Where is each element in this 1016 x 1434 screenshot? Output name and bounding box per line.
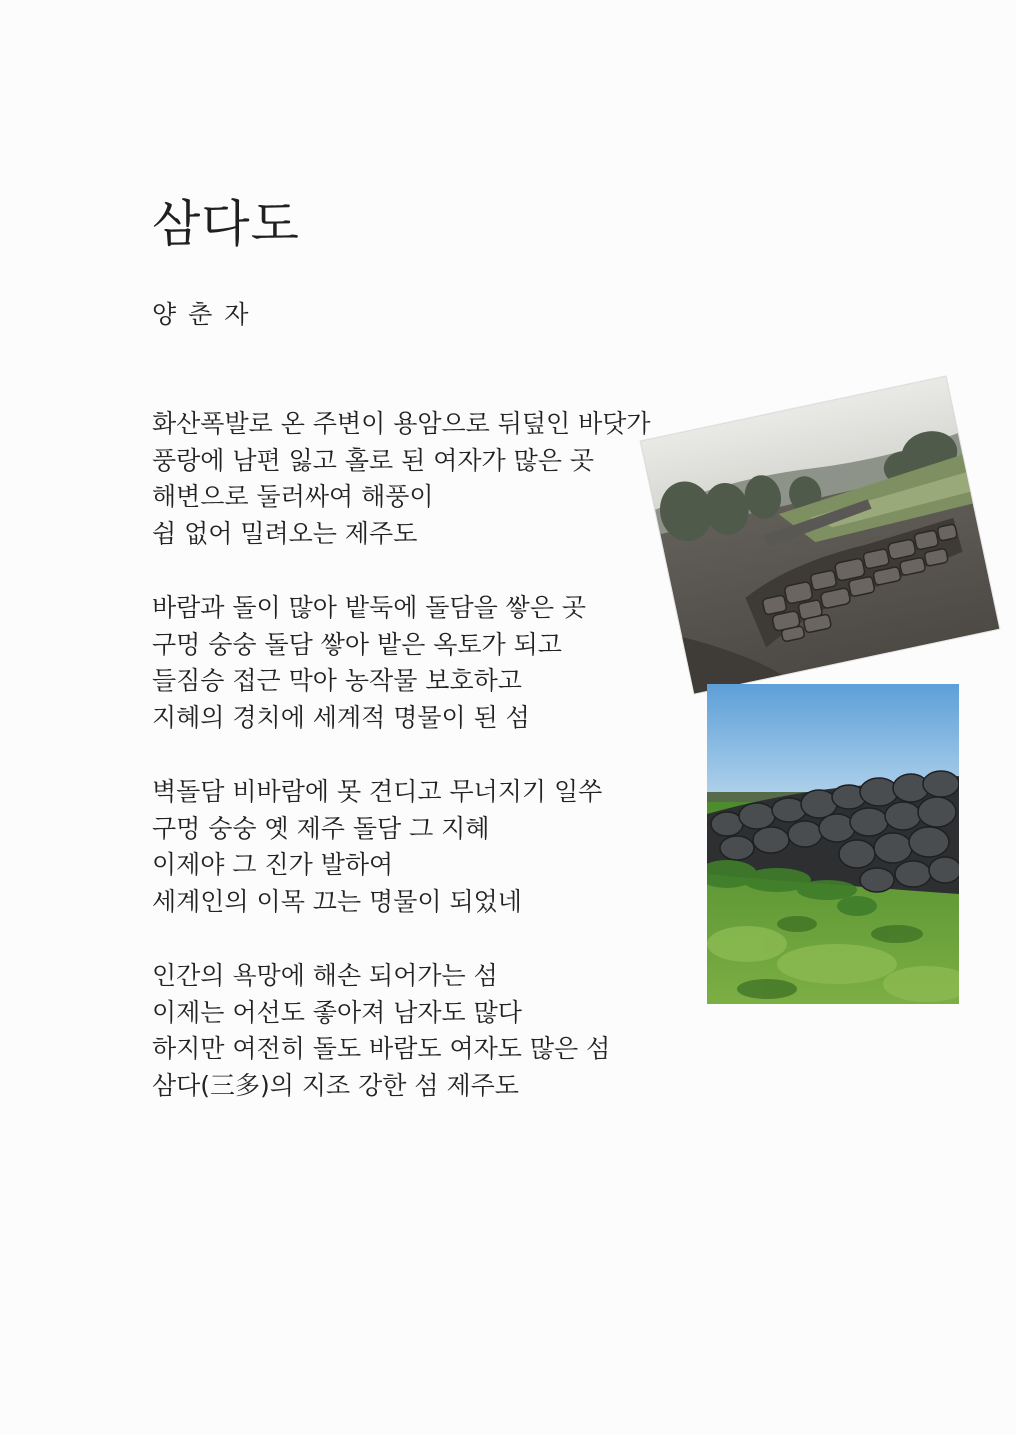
stone-wall-field-photo: [641, 376, 1000, 693]
poem-line: 들짐승 접근 막아 농작물 보호하고: [152, 666, 522, 695]
stanza-4: [152, 958, 692, 1104]
poem-line: 지혜의 경치에 세계적 명물이 된 섬: [152, 702, 530, 732]
stanza-3: [152, 774, 692, 920]
basalt-wall-photo: [707, 684, 959, 1004]
stanza-2: [152, 590, 692, 736]
poem-body: [152, 406, 692, 1142]
stanza-1: [152, 406, 692, 552]
stone-wall-field-image: [641, 376, 1000, 693]
poem-line: 바람과 돌이 많아 밭둑에 돌담을 쌓은 곳: [152, 593, 587, 622]
poem-line: 벽돌담 비바람에 못 견디고 무너지기 일쑤: [152, 777, 603, 806]
poem-title: 삼다도: [152, 195, 300, 253]
poem-line: 풍랑에 남편 잃고 홀로 된 여자가 많은 곳: [152, 445, 595, 475]
poem-line: 이제야 그 진가 발하여: [152, 850, 394, 879]
poem-line: 이제는 어선도 좋아져 남자도 많다: [152, 997, 522, 1027]
poem-author: 양 춘 자: [152, 300, 251, 329]
poem-line: 하지만 여전히 돌도 바람도 여자도 많은 섬: [152, 1034, 611, 1063]
poem-line: 세계인의 이목 끄는 명물이 되었네: [152, 886, 522, 916]
poem-line: 화산폭발로 온 주변이 용암으로 뒤덮인 바닷가: [152, 409, 651, 438]
poem-line: 인간의 욕망에 해손 되어가는 섬: [152, 961, 498, 990]
poem-line: 구멍 숭숭 옛 제주 돌담 그 지혜: [152, 813, 490, 843]
basalt-wall-image: [707, 684, 959, 1004]
poem-line: 쉼 없어 밀려오는 제주도: [152, 518, 418, 548]
poem-line: 구멍 숭숭 돌담 쌓아 밭은 옥토가 되고: [152, 629, 562, 659]
poem-line: 삼다(三多)의 지조 강한 섬 제주도: [152, 1070, 519, 1100]
poem-line: 해변으로 둘러싸여 해풍이: [152, 482, 434, 511]
